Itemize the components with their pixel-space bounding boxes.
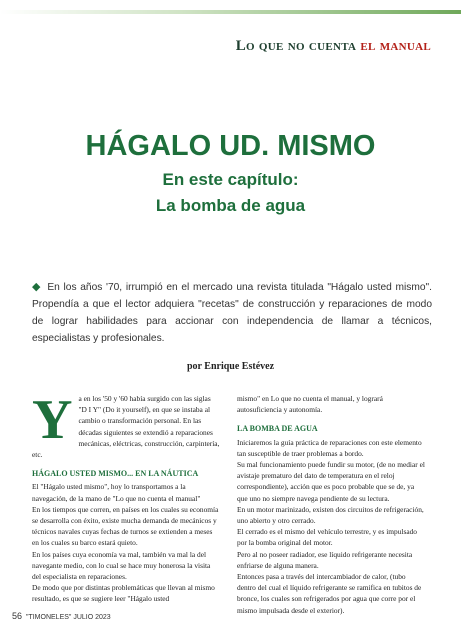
- publication-name: "TIMONELES" JULIO 2023: [25, 614, 111, 621]
- intro-text: En los años '70, irrumpió en el mercado una revista titulada "Hágalo usted mismo". Propendía a que el lector adquiera "recetas" de construcción y reparaciones de modo de lograr habilidades para accionar con independencia de llamar a técnicos, especialistas y profesionales.: [32, 282, 432, 344]
- right-paragraph-4: En un motor marinizado, existen dos circuitos de refrigeración, uno abierto y otro cerrado.: [237, 504, 424, 526]
- right-paragraph-7: Entonces pasa a través del intercambiador de calor, (tubo dentro del cual el líquido refrigerante se ramifica en tubitos de bronce, los cuales son refrigerados por agua que corre por el mismo impulsada desde el exterior).: [237, 572, 422, 615]
- page-footer: [12, 611, 111, 621]
- right-column: [237, 393, 425, 616]
- right-paragraph-6: Pero al no poseer radiador, ese líquido refrigerante necesita enfriarse de alguna manera.: [237, 549, 413, 570]
- left-paragraph-2: El "Hágalo usted mismo", hoy lo transportamos a la navegación, de la mano de "Lo que no cuenta el manual": [32, 482, 201, 503]
- article-title: HÁGALO UD. MISMO: [85, 130, 376, 162]
- top-decorative-bar: [0, 10, 461, 14]
- diamond-bullet-icon: ◆: [32, 281, 42, 293]
- article-intro: [32, 279, 432, 347]
- left-paragraph-3: En los tiempos que corren, en países en los cuales su economía se desarrolla con éxito, existe mucha demanda de mecánicos y técnicos navales cuyas fechas de turnos se extienden a meses en los cuales su barco estará quieto.: [32, 504, 219, 548]
- left-paragraph-5: De modo que por distintas problemáticas que llevan al mismo resultado, es que se sugiere leer "Hágalo usted: [32, 583, 215, 604]
- drop-cap: Y: [32, 389, 73, 451]
- subhead-bomba-de-agua: LA BOMBA DE AGUA: [237, 424, 318, 434]
- article-subtitle-line1: En este capítulo:: [162, 170, 299, 189]
- section-header-part2: el manual: [360, 38, 431, 54]
- page-number: 56: [12, 611, 23, 621]
- section-header-part1: Lo que no cuenta: [235, 38, 357, 54]
- right-paragraph-2: Iniciaremos la guía práctica de reparaciones con este elemento tan susceptible de traer problemas a bordo.: [237, 437, 422, 458]
- author-byline: por Enrique Estévez: [186, 361, 275, 372]
- article-subtitle-line2: La bomba de agua: [155, 196, 306, 215]
- right-paragraph-5: El cerrado es el mismo del vehículo terrestre, y es impulsado por la bomba original del motor.: [237, 527, 417, 548]
- left-paragraph-4: En los países cuya economía va mal, también va mal la del navegante medio, con lo cual se hace muy honerosa la visita del especialista en reparaciones.: [32, 549, 211, 582]
- subhead-nautica: HÁGALO USTED MISMO... EN LA NÁUTICA: [32, 469, 199, 479]
- section-header: [236, 38, 431, 55]
- right-paragraph-1: mismo" en Lo que no cuenta el manual, y logrará autosuficiencia y autonomía.: [237, 394, 383, 415]
- right-paragraph-3: Su mal funcionamiento puede fundir su motor, (de no mediar el avistaje prematuro del dato de temperatura en el reloj correspondiente), acción que es poco probable que se de, ya que uno no siempre navega pendiente de su lectura.: [237, 460, 425, 503]
- left-column: [32, 389, 220, 605]
- left-paragraph-1: a en los '50 y '60 había surgido con las siglas "D I Y" (Do it yourself), en que se instaba al cambio o transformación personal. En las décadas siguientes se extendió a reparaciones mecánicas, eléctricas, construcción, carpintería, etc.: [32, 394, 220, 460]
